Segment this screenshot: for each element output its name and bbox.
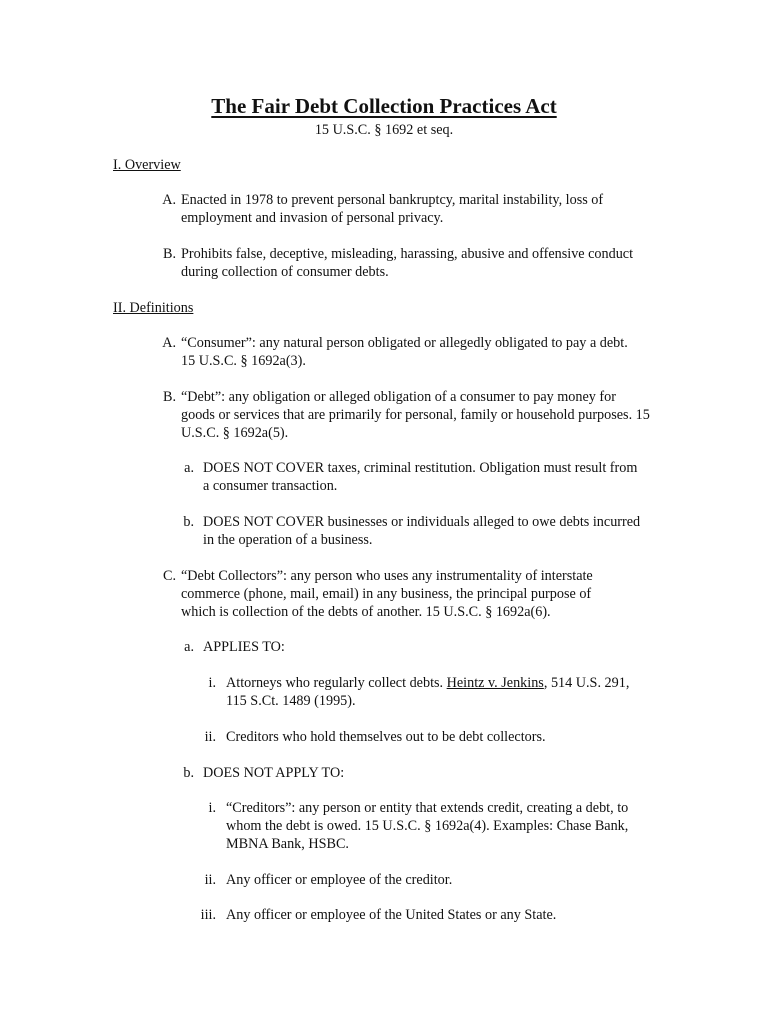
item-text: Any officer or employee of the creditor. xyxy=(226,872,453,888)
statute-citation: 15 U.S.C. § 1692 et seq. xyxy=(314,122,454,138)
case-name: Heintz v. Jenkins xyxy=(446,675,544,691)
item-text: Prohibits false, deceptive, misleading, harassing, abusive and offensive conduct during collection of consumer debts. xyxy=(181,246,634,280)
item-marker: a. xyxy=(184,639,194,655)
item-marker: ii. xyxy=(204,729,216,745)
item-text: DOES NOT COVER taxes, criminal restitution. Obligation must result from a consumer transaction. xyxy=(203,460,638,494)
item-text: DOES NOT COVER businesses or individuals alleged to owe debts incurred in the operation of a business. xyxy=(203,514,641,548)
item-marker: iii. xyxy=(200,907,216,923)
item-text: Creditors who hold themselves out to be debt collectors. xyxy=(226,729,546,745)
item-marker: B. xyxy=(162,389,176,405)
item-marker: A. xyxy=(162,335,176,351)
item-text: “Debt”: any obligation or alleged obligation of a consumer to pay money for goods or services that are primarily for personal, family or household purposes. 15 U.S.C. § 1692a(5). xyxy=(181,389,650,441)
item-text-before-case: Attorneys who regularly collect debts. xyxy=(226,675,447,691)
item-marker: i. xyxy=(208,675,216,691)
item-text: “Creditors”: any person or entity that extends credit, creating a debt, to whom the debt is owed. 15 U.S.C. § 1692a(4). Examples: Chase Bank, MBNA Bank, HSBC. xyxy=(226,800,629,852)
item-text: Enacted in 1978 to prevent personal bankruptcy, marital instability, loss of employment and invasion of personal privacy. xyxy=(181,192,604,226)
section-heading-definitions: II. Definitions xyxy=(113,300,194,316)
item-marker: b. xyxy=(183,765,194,781)
item-marker: B. xyxy=(162,246,176,262)
item-text xyxy=(226,674,638,710)
item-text: “Debt Collectors”: any person who uses any instrumentality of interstate commerce (phone, mail, email) in any business, the principal purpose of which is collection of the debts of another. 15 U.S.C. § 1692a(6). xyxy=(181,568,593,620)
item-text: DOES NOT APPLY TO: xyxy=(203,765,345,781)
item-text-after-case: , 514 U.S. 291, 115 S.Ct. 1489 (1995). xyxy=(226,675,630,709)
item-marker: A. xyxy=(162,192,176,208)
item-marker: b. xyxy=(183,514,194,530)
item-text: APPLIES TO: xyxy=(203,639,285,655)
item-marker: C. xyxy=(162,568,176,584)
document-title: The Fair Debt Collection Practices Act xyxy=(211,94,557,118)
item-marker: ii. xyxy=(204,872,216,888)
item-marker: a. xyxy=(184,460,194,476)
item-marker: i. xyxy=(208,800,216,816)
section-heading-overview: I. Overview xyxy=(113,157,181,173)
item-text: Any officer or employee of the United States or any State. xyxy=(226,907,557,923)
item-text: “Consumer”: any natural person obligated or allegedly obligated to pay a debt. 15 U.S.C. § 1692a(3). xyxy=(181,335,628,369)
